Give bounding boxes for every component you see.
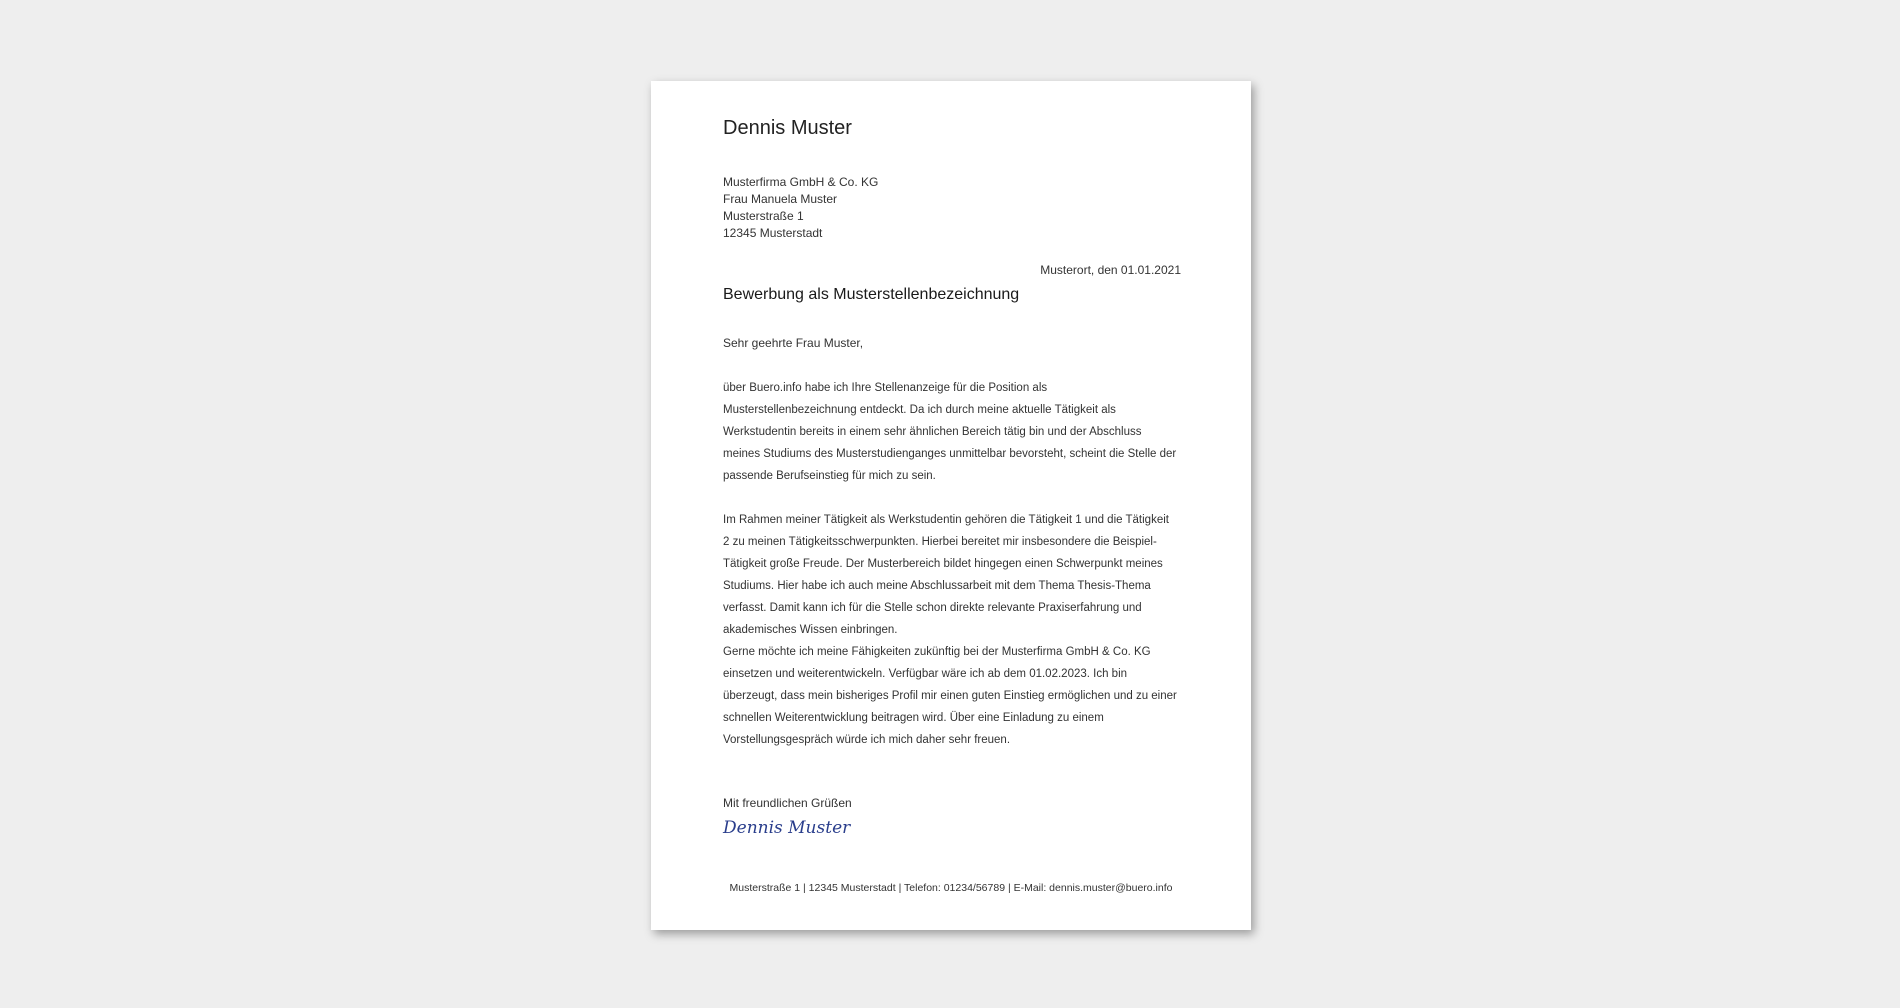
subject-line: Bewerbung als Musterstellenbezeichnung bbox=[723, 286, 1020, 303]
letter-page bbox=[651, 81, 1251, 930]
sender-name: Dennis Muster bbox=[723, 117, 852, 139]
body-paragraph-1: über Buero.info habe ich Ihre Stellenanzeige für die Position als Musterstellenbezeichnung entdeckt. Da ich durch meine aktuelle Tätigkeit als Werkstudentin bereits in einem sehr ähnlichen Bereich tätig bin und der Abschluss meines Studiums des Musterstudienganges unmittelbar bevorsteht, scheint die Stelle der passende Berufseinstieg für mich zu sein. bbox=[723, 382, 1177, 482]
signature: Dennis Muster bbox=[723, 818, 851, 838]
salutation: Sehr geehrte Frau Muster, bbox=[723, 336, 864, 350]
recipient-contact: Frau Manuela Muster bbox=[723, 192, 838, 206]
letter-footer: Musterstraße 1 | 12345 Musterstadt | Telefon: 01234/56789 | E-Mail: dennis.muster@buero.info bbox=[729, 882, 1173, 894]
body-paragraph-3: Gerne möchte ich meine Fähigkeiten zukünftig bei der Musterfirma GmbH & Co. KG einsetzen und weiterentwickeln. Verfügbar wäre ich ab dem 01.02.2023. Ich bin überzeugt, dass mein bisheriges Profil mir einen guten Einstieg ermöglichen und zu einer schnellen Weiterentwicklung beitragen wird. Über eine Einladung zu einem Vorstellungsgespräch würde ich mich daher sehr freuen. bbox=[723, 646, 1177, 746]
closing: Mit freundlichen Grüßen bbox=[723, 796, 852, 810]
body-paragraph-2: Im Rahmen meiner Tätigkeit als Werkstudentin gehören die Tätigkeit 1 und die Tätigkeit 2 zu meinen Tätigkeitsschwerpunkten. Hierbei bereitet mir insbesondere die Beispiel-Tätigkeit große Freude. Der Musterbereich bildet hingegen einen Schwerpunkt meines Studiums. Hier habe ich auch meine Abschlussarbeit mit dem Thema Thesis-Thema verfasst. Damit kann ich für die Stelle schon direkte relevante Praxiserfahrung und akademisches Wissen einbringen. bbox=[723, 514, 1169, 636]
recipient-address bbox=[723, 174, 878, 242]
recipient-company: Musterfirma GmbH & Co. KG bbox=[723, 175, 879, 189]
recipient-street: Musterstraße 1 bbox=[723, 209, 804, 223]
date-line: Musterort, den 01.01.2021 bbox=[1040, 263, 1181, 277]
recipient-city: 12345 Musterstadt bbox=[723, 226, 823, 240]
